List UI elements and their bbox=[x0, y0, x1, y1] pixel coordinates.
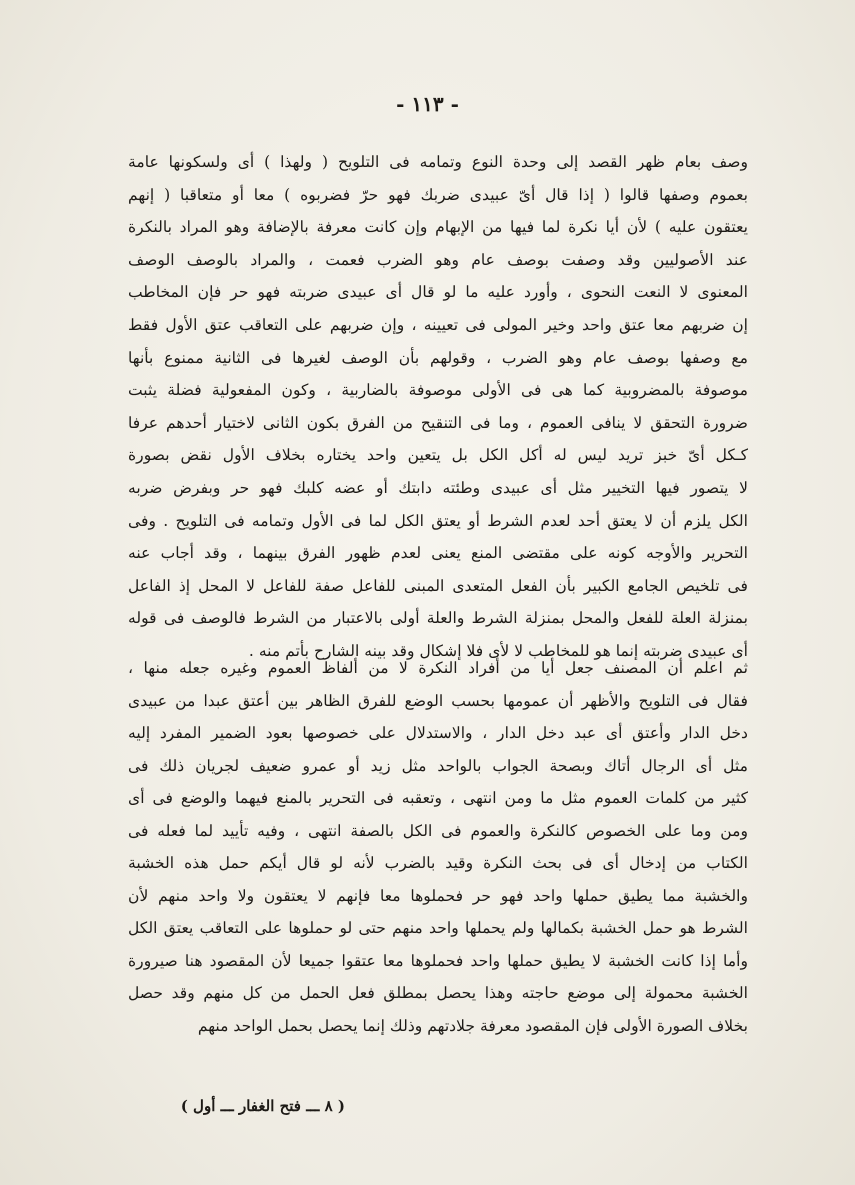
text-line: مع وصفها بوصف عام وهو الضرب ، وقولهم بأن الوصف لغيرها فى الثانية ممنوع بأنها bbox=[128, 348, 748, 367]
text-line: بخلاف الصورة الأولى فإن المقصود معرفة جلادتهم وذلك إنما يحصل بحمل الواحد منهم bbox=[197, 1016, 748, 1035]
text-line: أى عبيدى ضربته إنما هو للمخاطب لا لأى فلا إشكال وقد بينه الشارح بأتم منه . bbox=[248, 641, 748, 660]
text-line: عند الأصوليين وقد وصفت بوصف عام وهو الضرب فعمت ، والمراد بالوصف الوصف bbox=[128, 250, 748, 269]
text-line: بعموم وصفها قالوا ( إذا قال أىّ عبيدى ضربك فهو حرّ فضربوه ) معا أو متعاقبا ( إنهم bbox=[128, 185, 748, 204]
text-line: ومن وما على الخصوص كالنكرة والعموم فى الكل بالصفة انتهى ، وفيه تأييد لما فعله فى bbox=[128, 821, 748, 840]
text-line: بمنزلة العلة للفعل والمحل بمنزلة الشرط والعلة أولى بالاعتبار من الشرط فالوصف فى قوله bbox=[128, 609, 748, 628]
text-line: موصوفة بالمضروبية كما هى فى الأولى موصوفة بالضاربية ، وكون المفعولية فضلة يثبت bbox=[128, 381, 748, 400]
text-line: إن ضربهم معا عتق واحد وخير المولى فى تعيينه ، وإن ضربهم على التعاقب عتق الأول فقط bbox=[128, 315, 748, 334]
text-line: الخشبة محمولة إلى موضع حاجته وهذا يحصل بمطلق فعل الحمل من كل منهم وقد حصل bbox=[128, 984, 748, 1002]
page-number: - ١١٣ - bbox=[396, 92, 459, 116]
text-line: المعنوى لا النعت النحوى ، وأورد عليه ما لو قال أى عبيدى ضربته فهو حر فإن المخاطب bbox=[128, 283, 748, 302]
text-line: فى تلخيص الجامع الكبير بأن الفعل المتعدى المبنى للفاعل صفة للفاعل لا المحل إذ الفاعل bbox=[128, 576, 748, 595]
text-line: دخل الدار وأعتق أى عبد دخل الدار ، والاستدلال على خصوصها بعود الضمير المفرد إليه bbox=[128, 724, 748, 742]
text-line: كـكل أىّ خبز تريد ليس له أكل الكل بل يتعين واحد يختاره بخلاف الأول نقض بصورة bbox=[128, 446, 748, 465]
text-line: والخشبة مما يطيق حملها واحد فهو حر فحملوها معا فإنهم لا يعتقون ولا واحد منهم لأن bbox=[128, 886, 748, 905]
text-line: الكتاب من إدخال أى فى بحث النكرة وقيد بالضرب لأنه لو قال أيكم حمل هذه الخشبة bbox=[128, 854, 748, 872]
paragraph-1 bbox=[128, 146, 748, 668]
text-line: كثير من كلمات العموم مثل ما ومن انتهى ، وتعقبه فى التحرير بالمنع فيهما والوضع فى أى bbox=[128, 789, 748, 807]
text-line: وصف بعام ظهر القصد إلى وحدة النوع وتمامه فى التلويح ( ولهذا ) أى ولسكونها عامة bbox=[128, 153, 748, 171]
text-line: فقال فى التلويح والأظهر أن عمومها بحسب الوضع للفرق الظاهر بين أعتق عبدا من عبيدى bbox=[128, 691, 748, 710]
text-line: مثل أى الرجال أتاك وبصحة الجواب بالواحد مثل زيد أو عمرو ضعيف لجريان ذلك فى bbox=[128, 756, 748, 775]
text-line: ضرورة التحقق لا ينافى العموم ، وما فى التنقيح من الفرق بكون الثانى لاختيار أحدهم عرفا bbox=[128, 413, 748, 432]
text-line: يعتقون عليه ) لأن أيا نكرة لما فيها من الإبهام وإن كانت معرفة بالإضافة وهو المراد بالنكرة bbox=[128, 218, 748, 237]
signature-mark: ( ٨ ـــ فتح الغفار ـــ أول ) bbox=[180, 1097, 345, 1115]
text-line: الشرط هو حمل الخشبة بكمالها ولم يحملها واحد منهم حتى لو حملوها على التعاقب يعتق الكل bbox=[128, 919, 748, 937]
text-line: التحرير والأوجه كونه على مقتضى المنع يعنى لعدم ظهور الفرق بينهما ، وقد أجاب عنه bbox=[128, 544, 748, 563]
text-line: لا يتصور فيها التخيير مثل أى عبيدى وطئته دابتك أو عضه كلبك فهو حر وبفرض ضربه bbox=[128, 478, 748, 497]
text-line: الكل يلزم أن لا يعتق أحد لعدم الشرط أو يعتق الكل لما فى الأول وتمامه فى التلويح . وفى bbox=[128, 511, 748, 530]
text-line: ثم اعلم أن المصنف جعل أيا من أفراد النكرة لا من ألفاظ العموم وغيره جعله منها ، bbox=[128, 659, 748, 677]
text-line: وأما إذا كانت الخشبة لا يطيق حملها واحد فحملوها معا عتقوا جميعا لأن المقصود هنا صيرورة bbox=[128, 951, 748, 970]
paragraph-2 bbox=[128, 652, 748, 1042]
